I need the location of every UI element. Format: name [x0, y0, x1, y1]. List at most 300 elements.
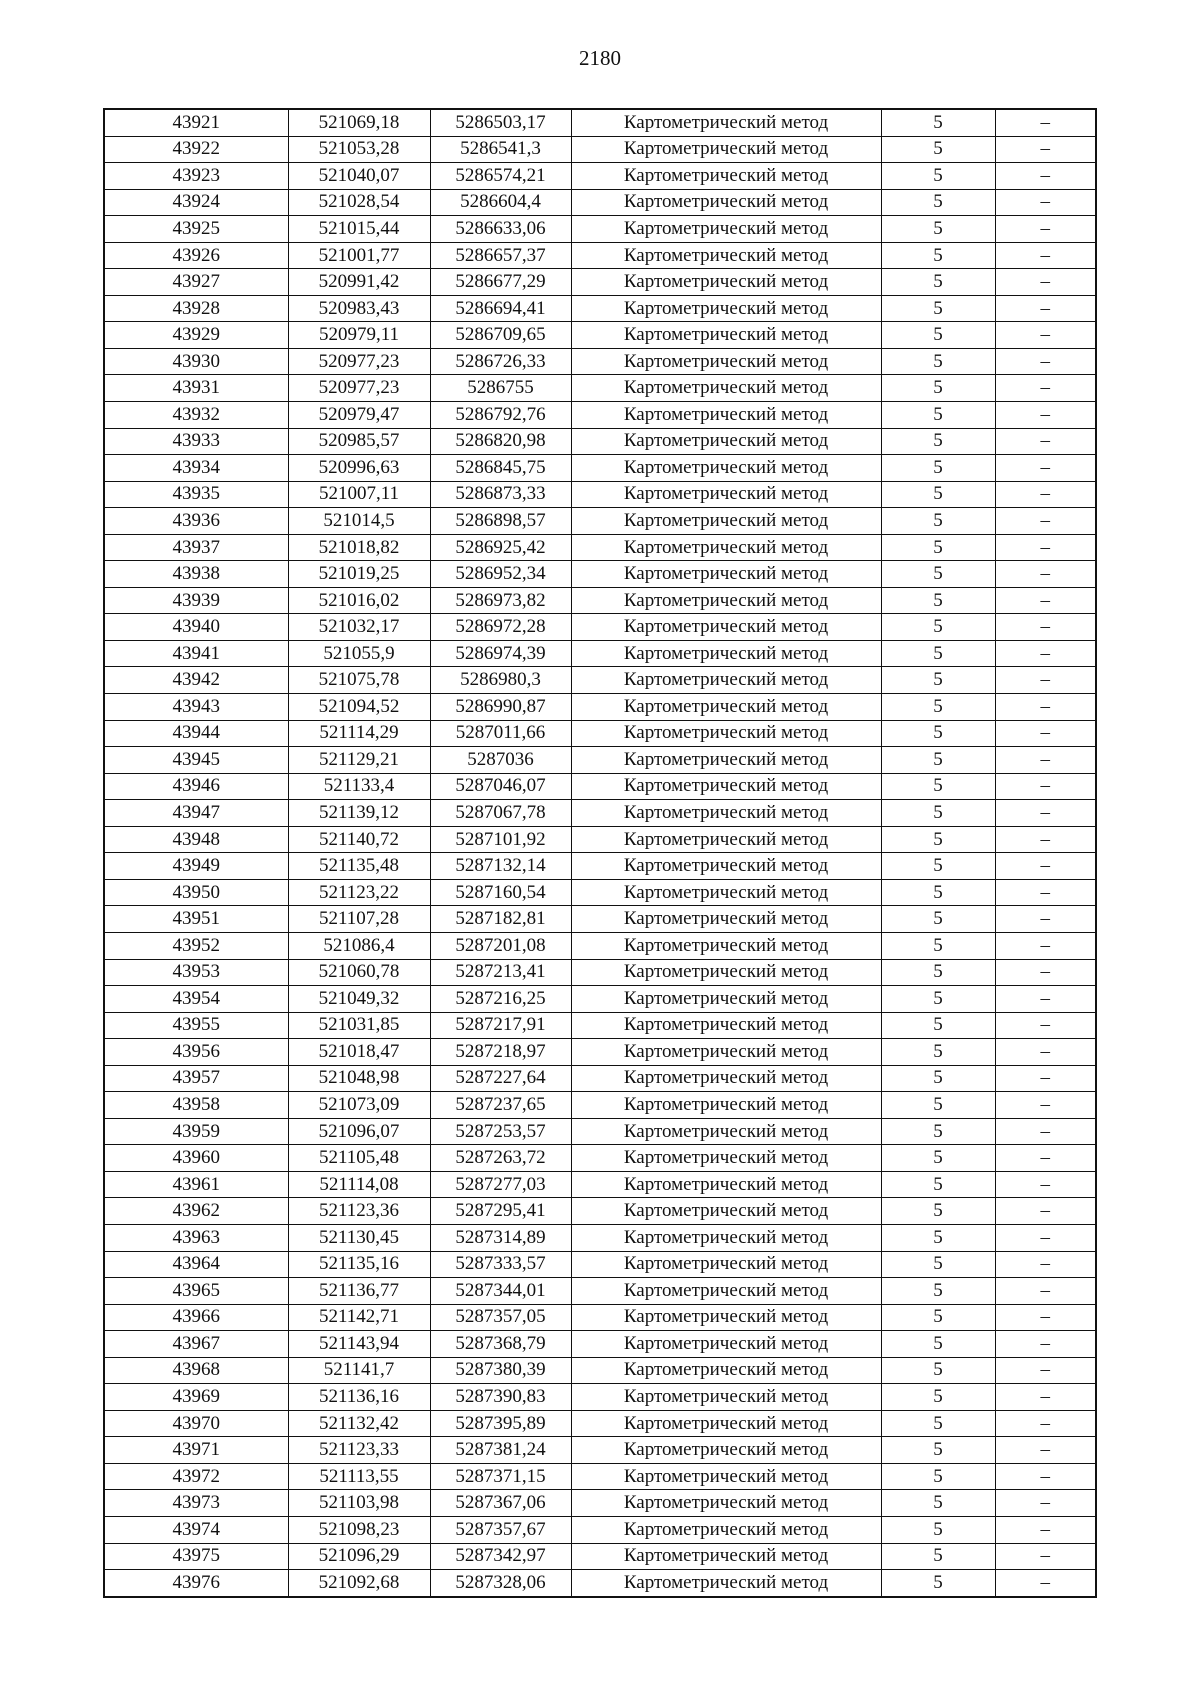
point-number-cell: 43976	[104, 1570, 288, 1597]
table-row	[104, 481, 1096, 508]
point-number-cell: 43931	[104, 375, 288, 402]
point-number-cell: 43939	[104, 587, 288, 614]
method-cell: Картометрический метод	[571, 1118, 881, 1145]
table-row	[104, 402, 1096, 429]
table-row	[104, 1357, 1096, 1384]
table-row	[104, 508, 1096, 535]
accuracy-cell: 5	[881, 1410, 995, 1437]
accuracy-cell: 5	[881, 1251, 995, 1278]
x-coordinate-cell: 520985,57	[288, 428, 430, 455]
y-coordinate-cell: 5287381,24	[430, 1437, 571, 1464]
description-cell: –	[995, 481, 1096, 508]
table-row	[104, 295, 1096, 322]
table-row	[104, 1118, 1096, 1145]
point-number-cell: 43958	[104, 1092, 288, 1119]
description-cell: –	[995, 959, 1096, 986]
method-cell: Картометрический метод	[571, 1410, 881, 1437]
description-cell: –	[995, 879, 1096, 906]
x-coordinate-cell: 521075,78	[288, 667, 430, 694]
x-coordinate-cell: 521001,77	[288, 242, 430, 269]
method-cell: Картометрический метод	[571, 428, 881, 455]
y-coordinate-cell: 5287213,41	[430, 959, 571, 986]
method-cell: Картометрический метод	[571, 1331, 881, 1358]
point-number-cell: 43924	[104, 189, 288, 216]
accuracy-cell: 5	[881, 322, 995, 349]
method-cell: Картометрический метод	[571, 561, 881, 588]
method-cell: Картометрический метод	[571, 1039, 881, 1066]
method-cell: Картометрический метод	[571, 216, 881, 243]
method-cell: Картометрический метод	[571, 295, 881, 322]
method-cell: Картометрический метод	[571, 694, 881, 721]
method-cell: Картометрический метод	[571, 136, 881, 163]
x-coordinate-cell: 520979,47	[288, 402, 430, 429]
accuracy-cell: 5	[881, 1357, 995, 1384]
x-coordinate-cell: 521103,98	[288, 1490, 430, 1517]
y-coordinate-cell: 5286694,41	[430, 295, 571, 322]
point-number-cell: 43955	[104, 1012, 288, 1039]
point-number-cell: 43951	[104, 906, 288, 933]
method-cell: Картометрический метод	[571, 322, 881, 349]
point-number-cell: 43964	[104, 1251, 288, 1278]
table-row	[104, 1092, 1096, 1119]
table-row	[104, 136, 1096, 163]
description-cell: –	[995, 508, 1096, 535]
table-row	[104, 534, 1096, 561]
x-coordinate-cell: 521114,29	[288, 720, 430, 747]
table-row	[104, 1278, 1096, 1305]
accuracy-cell: 5	[881, 640, 995, 667]
y-coordinate-cell: 5286633,06	[430, 216, 571, 243]
description-cell: –	[995, 269, 1096, 296]
method-cell: Картометрический метод	[571, 375, 881, 402]
description-cell: –	[995, 640, 1096, 667]
table-row	[104, 1516, 1096, 1543]
point-number-cell: 43934	[104, 455, 288, 482]
method-cell: Картометрический метод	[571, 640, 881, 667]
accuracy-cell: 5	[881, 1437, 995, 1464]
table-row	[104, 1331, 1096, 1358]
table-row	[104, 189, 1096, 216]
description-cell: –	[995, 1278, 1096, 1305]
description-cell: –	[995, 1384, 1096, 1411]
accuracy-cell: 5	[881, 1516, 995, 1543]
table-row	[104, 455, 1096, 482]
table-row	[104, 109, 1096, 136]
coordinates-table	[103, 108, 1097, 1598]
x-coordinate-cell: 521123,33	[288, 1437, 430, 1464]
point-number-cell: 43940	[104, 614, 288, 641]
accuracy-cell: 5	[881, 1463, 995, 1490]
x-coordinate-cell: 521135,48	[288, 853, 430, 880]
y-coordinate-cell: 5287368,79	[430, 1331, 571, 1358]
method-cell: Картометрический метод	[571, 667, 881, 694]
method-cell: Картометрический метод	[571, 826, 881, 853]
table-row	[104, 1145, 1096, 1172]
point-number-cell: 43970	[104, 1410, 288, 1437]
y-coordinate-cell: 5286657,37	[430, 242, 571, 269]
y-coordinate-cell: 5287046,07	[430, 773, 571, 800]
point-number-cell: 43974	[104, 1516, 288, 1543]
accuracy-cell: 5	[881, 1543, 995, 1570]
accuracy-cell: 5	[881, 1039, 995, 1066]
x-coordinate-cell: 521141,7	[288, 1357, 430, 1384]
method-cell: Картометрический метод	[571, 269, 881, 296]
x-coordinate-cell: 521060,78	[288, 959, 430, 986]
y-coordinate-cell: 5286541,3	[430, 136, 571, 163]
point-number-cell: 43973	[104, 1490, 288, 1517]
method-cell: Картометрический метод	[571, 1224, 881, 1251]
description-cell: –	[995, 242, 1096, 269]
x-coordinate-cell: 521105,48	[288, 1145, 430, 1172]
accuracy-cell: 5	[881, 295, 995, 322]
table-row	[104, 428, 1096, 455]
method-cell: Картометрический метод	[571, 1570, 881, 1597]
x-coordinate-cell: 521133,4	[288, 773, 430, 800]
x-coordinate-cell: 521040,07	[288, 163, 430, 190]
x-coordinate-cell: 520977,23	[288, 348, 430, 375]
accuracy-cell: 5	[881, 242, 995, 269]
accuracy-cell: 5	[881, 720, 995, 747]
description-cell: –	[995, 1039, 1096, 1066]
accuracy-cell: 5	[881, 1065, 995, 1092]
table-row	[104, 667, 1096, 694]
point-number-cell: 43929	[104, 322, 288, 349]
method-cell: Картометрический метод	[571, 986, 881, 1013]
point-number-cell: 43926	[104, 242, 288, 269]
table-row	[104, 1012, 1096, 1039]
point-number-cell: 43932	[104, 402, 288, 429]
y-coordinate-cell: 5287371,15	[430, 1463, 571, 1490]
accuracy-cell: 5	[881, 269, 995, 296]
table-row	[104, 1039, 1096, 1066]
accuracy-cell: 5	[881, 534, 995, 561]
table-row	[104, 587, 1096, 614]
description-cell: –	[995, 295, 1096, 322]
x-coordinate-cell: 521092,68	[288, 1570, 430, 1597]
description-cell: –	[995, 1570, 1096, 1597]
description-cell: –	[995, 189, 1096, 216]
table-row	[104, 1224, 1096, 1251]
method-cell: Картометрический метод	[571, 1198, 881, 1225]
point-number-cell: 43948	[104, 826, 288, 853]
method-cell: Картометрический метод	[571, 720, 881, 747]
description-cell: –	[995, 534, 1096, 561]
description-cell: –	[995, 1437, 1096, 1464]
description-cell: –	[995, 455, 1096, 482]
method-cell: Картометрический метод	[571, 1278, 881, 1305]
table-row	[104, 216, 1096, 243]
description-cell: –	[995, 720, 1096, 747]
description-cell: –	[995, 826, 1096, 853]
x-coordinate-cell: 521132,42	[288, 1410, 430, 1437]
description-cell: –	[995, 747, 1096, 774]
method-cell: Картометрический метод	[571, 1092, 881, 1119]
accuracy-cell: 5	[881, 959, 995, 986]
point-number-cell: 43967	[104, 1331, 288, 1358]
accuracy-cell: 5	[881, 1570, 995, 1597]
description-cell: –	[995, 587, 1096, 614]
table-row	[104, 1065, 1096, 1092]
accuracy-cell: 5	[881, 879, 995, 906]
table-row	[104, 322, 1096, 349]
y-coordinate-cell: 5287067,78	[430, 800, 571, 827]
description-cell: –	[995, 1065, 1096, 1092]
description-cell: –	[995, 906, 1096, 933]
x-coordinate-cell: 521053,28	[288, 136, 430, 163]
method-cell: Картометрический метод	[571, 906, 881, 933]
table-row	[104, 614, 1096, 641]
accuracy-cell: 5	[881, 747, 995, 774]
x-coordinate-cell: 521130,45	[288, 1224, 430, 1251]
table-row	[104, 1171, 1096, 1198]
description-cell: –	[995, 800, 1096, 827]
x-coordinate-cell: 520996,63	[288, 455, 430, 482]
accuracy-cell: 5	[881, 561, 995, 588]
accuracy-cell: 5	[881, 163, 995, 190]
y-coordinate-cell: 5287328,06	[430, 1570, 571, 1597]
y-coordinate-cell: 5287101,92	[430, 826, 571, 853]
x-coordinate-cell: 521048,98	[288, 1065, 430, 1092]
point-number-cell: 43960	[104, 1145, 288, 1172]
x-coordinate-cell: 520991,42	[288, 269, 430, 296]
point-number-cell: 43942	[104, 667, 288, 694]
point-number-cell: 43947	[104, 800, 288, 827]
description-cell: –	[995, 1224, 1096, 1251]
point-number-cell: 43936	[104, 508, 288, 535]
method-cell: Картометрический метод	[571, 481, 881, 508]
point-number-cell: 43941	[104, 640, 288, 667]
description-cell: –	[995, 1092, 1096, 1119]
point-number-cell: 43927	[104, 269, 288, 296]
accuracy-cell: 5	[881, 800, 995, 827]
x-coordinate-cell: 521123,36	[288, 1198, 430, 1225]
y-coordinate-cell: 5287344,01	[430, 1278, 571, 1305]
description-cell: –	[995, 348, 1096, 375]
accuracy-cell: 5	[881, 587, 995, 614]
y-coordinate-cell: 5287277,03	[430, 1171, 571, 1198]
method-cell: Картометрический метод	[571, 348, 881, 375]
accuracy-cell: 5	[881, 1145, 995, 1172]
accuracy-cell: 5	[881, 1278, 995, 1305]
y-coordinate-cell: 5287160,54	[430, 879, 571, 906]
x-coordinate-cell: 521007,11	[288, 481, 430, 508]
x-coordinate-cell: 521094,52	[288, 694, 430, 721]
accuracy-cell: 5	[881, 1092, 995, 1119]
accuracy-cell: 5	[881, 428, 995, 455]
table-row	[104, 269, 1096, 296]
point-number-cell: 43965	[104, 1278, 288, 1305]
y-coordinate-cell: 5287367,06	[430, 1490, 571, 1517]
method-cell: Картометрический метод	[571, 614, 881, 641]
table-row	[104, 163, 1096, 190]
method-cell: Картометрический метод	[571, 1490, 881, 1517]
y-coordinate-cell: 5287333,57	[430, 1251, 571, 1278]
x-coordinate-cell: 521139,12	[288, 800, 430, 827]
point-number-cell: 43922	[104, 136, 288, 163]
point-number-cell: 43969	[104, 1384, 288, 1411]
method-cell: Картометрический метод	[571, 932, 881, 959]
point-number-cell: 43956	[104, 1039, 288, 1066]
y-coordinate-cell: 5287036	[430, 747, 571, 774]
method-cell: Картометрический метод	[571, 959, 881, 986]
y-coordinate-cell: 5287380,39	[430, 1357, 571, 1384]
table-row	[104, 932, 1096, 959]
y-coordinate-cell: 5286898,57	[430, 508, 571, 535]
table-row	[104, 1490, 1096, 1517]
y-coordinate-cell: 5286677,29	[430, 269, 571, 296]
y-coordinate-cell: 5286820,98	[430, 428, 571, 455]
table-row	[104, 1198, 1096, 1225]
y-coordinate-cell: 5287218,97	[430, 1039, 571, 1066]
table-row	[104, 1463, 1096, 1490]
table-row	[104, 906, 1096, 933]
y-coordinate-cell: 5287253,57	[430, 1118, 571, 1145]
accuracy-cell: 5	[881, 455, 995, 482]
accuracy-cell: 5	[881, 1118, 995, 1145]
x-coordinate-cell: 521129,21	[288, 747, 430, 774]
x-coordinate-cell: 521113,55	[288, 1463, 430, 1490]
accuracy-cell: 5	[881, 1171, 995, 1198]
method-cell: Картометрический метод	[571, 402, 881, 429]
x-coordinate-cell: 520977,23	[288, 375, 430, 402]
y-coordinate-cell: 5287395,89	[430, 1410, 571, 1437]
method-cell: Картометрический метод	[571, 1384, 881, 1411]
description-cell: –	[995, 932, 1096, 959]
page-number: 2180	[579, 46, 621, 70]
x-coordinate-cell: 520979,11	[288, 322, 430, 349]
x-coordinate-cell: 521055,9	[288, 640, 430, 667]
table-row	[104, 747, 1096, 774]
x-coordinate-cell: 521140,72	[288, 826, 430, 853]
description-cell: –	[995, 1490, 1096, 1517]
x-coordinate-cell: 521016,02	[288, 587, 430, 614]
accuracy-cell: 5	[881, 136, 995, 163]
x-coordinate-cell: 521086,4	[288, 932, 430, 959]
accuracy-cell: 5	[881, 1304, 995, 1331]
method-cell: Картометрический метод	[571, 1251, 881, 1278]
description-cell: –	[995, 136, 1096, 163]
x-coordinate-cell: 521028,54	[288, 189, 430, 216]
x-coordinate-cell: 521019,25	[288, 561, 430, 588]
description-cell: –	[995, 1304, 1096, 1331]
accuracy-cell: 5	[881, 986, 995, 1013]
x-coordinate-cell: 521096,29	[288, 1543, 430, 1570]
accuracy-cell: 5	[881, 906, 995, 933]
method-cell: Картометрический метод	[571, 455, 881, 482]
description-cell: –	[995, 1331, 1096, 1358]
accuracy-cell: 5	[881, 508, 995, 535]
method-cell: Картометрический метод	[571, 163, 881, 190]
method-cell: Картометрический метод	[571, 853, 881, 880]
table-row	[104, 640, 1096, 667]
description-cell: –	[995, 1516, 1096, 1543]
description-cell: –	[995, 1543, 1096, 1570]
y-coordinate-cell: 5286574,21	[430, 163, 571, 190]
table-body	[104, 109, 1096, 1597]
point-number-cell: 43952	[104, 932, 288, 959]
description-cell: –	[995, 216, 1096, 243]
description-cell: –	[995, 1251, 1096, 1278]
x-coordinate-cell: 521069,18	[288, 109, 430, 136]
x-coordinate-cell: 521018,82	[288, 534, 430, 561]
method-cell: Картометрический метод	[571, 800, 881, 827]
point-number-cell: 43925	[104, 216, 288, 243]
point-number-cell: 43962	[104, 1198, 288, 1225]
x-coordinate-cell: 521014,5	[288, 508, 430, 535]
y-coordinate-cell: 5287314,89	[430, 1224, 571, 1251]
accuracy-cell: 5	[881, 694, 995, 721]
y-coordinate-cell: 5286604,4	[430, 189, 571, 216]
table-row	[104, 800, 1096, 827]
y-coordinate-cell: 5287201,08	[430, 932, 571, 959]
table-row	[104, 826, 1096, 853]
method-cell: Картометрический метод	[571, 1012, 881, 1039]
description-cell: –	[995, 163, 1096, 190]
description-cell: –	[995, 694, 1096, 721]
point-number-cell: 43944	[104, 720, 288, 747]
y-coordinate-cell: 5286980,3	[430, 667, 571, 694]
y-coordinate-cell: 5287390,83	[430, 1384, 571, 1411]
y-coordinate-cell: 5286873,33	[430, 481, 571, 508]
method-cell: Картометрический метод	[571, 1463, 881, 1490]
y-coordinate-cell: 5286503,17	[430, 109, 571, 136]
point-number-cell: 43923	[104, 163, 288, 190]
table-row	[104, 959, 1096, 986]
table-row	[104, 242, 1096, 269]
table-row	[104, 986, 1096, 1013]
table-row	[104, 853, 1096, 880]
description-cell: –	[995, 1012, 1096, 1039]
y-coordinate-cell: 5286972,28	[430, 614, 571, 641]
method-cell: Картометрический метод	[571, 189, 881, 216]
description-cell: –	[995, 1410, 1096, 1437]
y-coordinate-cell: 5287216,25	[430, 986, 571, 1013]
accuracy-cell: 5	[881, 375, 995, 402]
y-coordinate-cell: 5286990,87	[430, 694, 571, 721]
x-coordinate-cell: 521096,07	[288, 1118, 430, 1145]
accuracy-cell: 5	[881, 216, 995, 243]
accuracy-cell: 5	[881, 189, 995, 216]
accuracy-cell: 5	[881, 932, 995, 959]
method-cell: Картометрический метод	[571, 1304, 881, 1331]
point-number-cell: 43972	[104, 1463, 288, 1490]
point-number-cell: 43959	[104, 1118, 288, 1145]
point-number-cell: 43950	[104, 879, 288, 906]
accuracy-cell: 5	[881, 402, 995, 429]
y-coordinate-cell: 5286973,82	[430, 587, 571, 614]
y-coordinate-cell: 5286845,75	[430, 455, 571, 482]
point-number-cell: 43954	[104, 986, 288, 1013]
x-coordinate-cell: 521135,16	[288, 1251, 430, 1278]
x-coordinate-cell: 521015,44	[288, 216, 430, 243]
x-coordinate-cell: 520983,43	[288, 295, 430, 322]
y-coordinate-cell: 5286792,76	[430, 402, 571, 429]
method-cell: Картометрический метод	[571, 1171, 881, 1198]
y-coordinate-cell: 5287227,64	[430, 1065, 571, 1092]
y-coordinate-cell: 5286925,42	[430, 534, 571, 561]
description-cell: –	[995, 1463, 1096, 1490]
accuracy-cell: 5	[881, 109, 995, 136]
table-row	[104, 375, 1096, 402]
method-cell: Картометрический метод	[571, 1543, 881, 1570]
method-cell: Картометрический метод	[571, 1437, 881, 1464]
y-coordinate-cell: 5287182,81	[430, 906, 571, 933]
accuracy-cell: 5	[881, 826, 995, 853]
description-cell: –	[995, 1145, 1096, 1172]
method-cell: Картометрический метод	[571, 1357, 881, 1384]
description-cell: –	[995, 322, 1096, 349]
y-coordinate-cell: 5286726,33	[430, 348, 571, 375]
